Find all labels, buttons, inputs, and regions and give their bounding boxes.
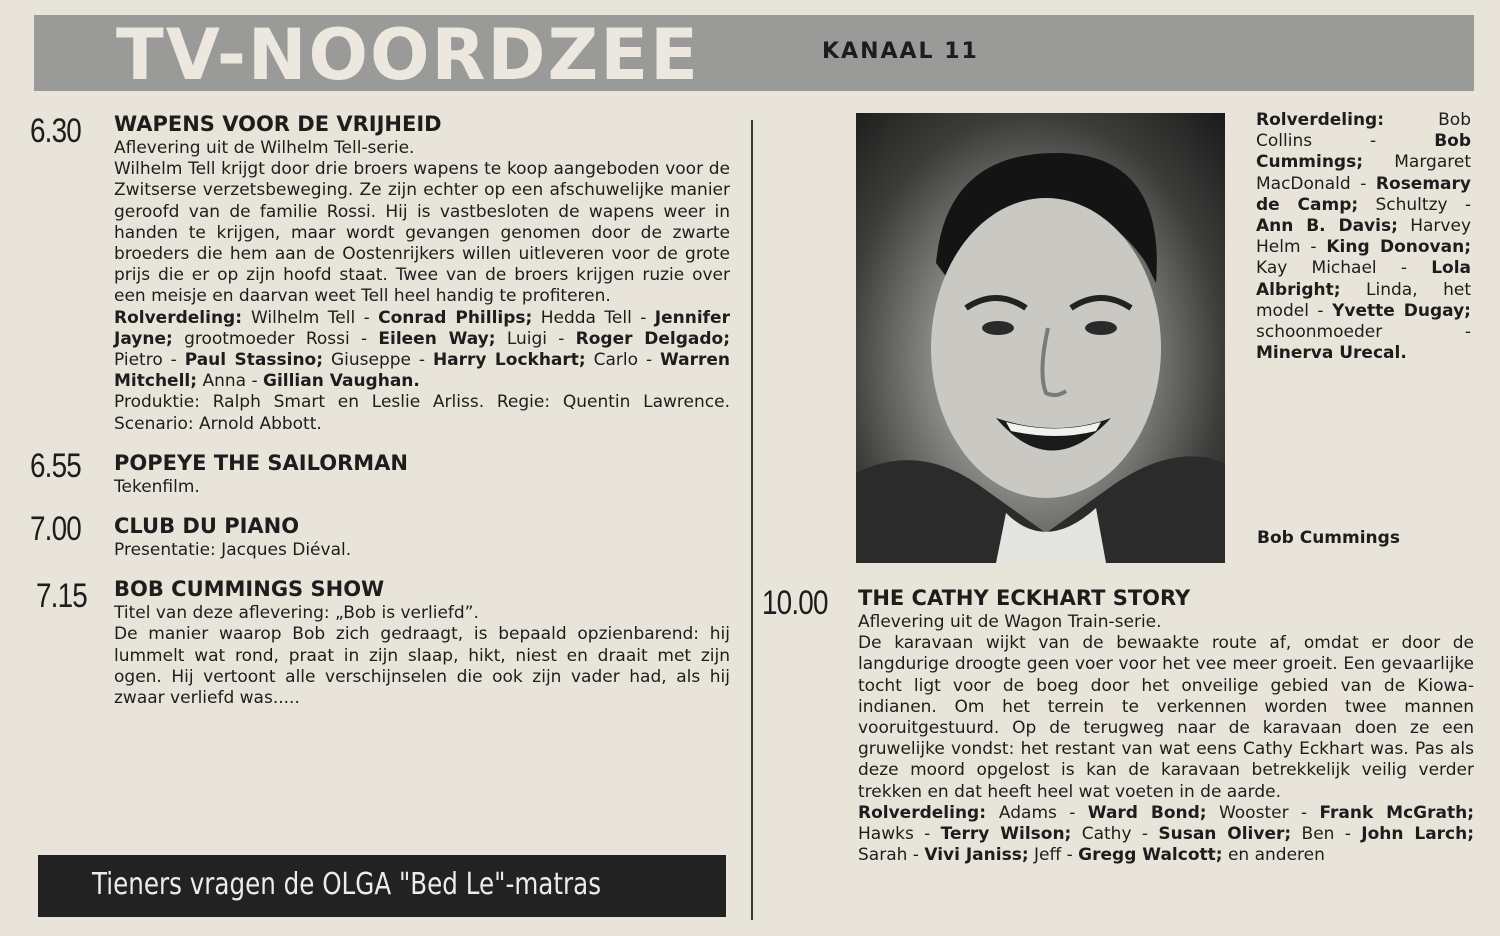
program-time: 10.00 bbox=[762, 584, 828, 622]
cast-role: Kay Michael - bbox=[1256, 258, 1432, 279]
cast-list bbox=[858, 803, 1474, 867]
cast-role: Cathy - bbox=[1081, 824, 1159, 845]
cast-actor: Minerva Urecal. bbox=[1256, 343, 1407, 364]
program-subtitle: Tekenfilm. bbox=[114, 476, 200, 497]
program-club-du-piano bbox=[30, 512, 730, 561]
cast-role: Linda, het model - bbox=[1256, 279, 1472, 321]
program-description: De karavaan wijkt van de bewaakte route af, omdat er door de langdurige droogte geen voer voor het vee meer groeit. Een gevaarlijke tocht ligt voor de boeg door het onveilige gebied van de Kiowa-indianen. Om het terrein te verkennen worden twee mannen vooruitgestuurd. Op de terugweg naar de karavaan doen ze een gruwelijke vondst: het restant van wat eens Cathy Eckhart was. Pas als deze moord opgelost is kan de karavaan betrekkelijk veilig verder trekken en dat heeft heel wat voeten in de aarde. bbox=[858, 633, 1474, 802]
program-credits: Produktie: Ralph Smart en Leslie Arliss. Regie: Quentin Lawrence. Scenario: Arnold Abbott. bbox=[114, 392, 730, 434]
cast-role: Wilhelm Tell - bbox=[250, 307, 379, 328]
cast-actor: Jennifer Jayne; bbox=[114, 307, 730, 349]
right-column bbox=[762, 584, 1474, 866]
cast-role: Ben - bbox=[1301, 824, 1362, 845]
page-header bbox=[34, 14, 1474, 96]
cast-actor: Lola Albright; bbox=[1256, 258, 1471, 300]
program-title: BOB CUMMINGS SHOW bbox=[114, 577, 385, 602]
cast-role: Pietro - bbox=[114, 350, 185, 371]
program-description: De manier waarop Bob zich gedraagt, is bepaald opzienbarend: hij lummelt wat rond, praat in zijn slaap, hikt, niest en draait met zijn ogen. Hij vertoont alle verschijnselen die ook zijn vader had, als hij zwaar verliefd was..... bbox=[114, 624, 730, 709]
cast-actor: Gregg Walcott; bbox=[1078, 845, 1223, 866]
cast-role: grootmoeder Rossi - bbox=[184, 328, 379, 349]
cast-actor: Vivi Janiss; bbox=[924, 845, 1029, 866]
program-title: WAPENS VOOR DE VRIJHEID bbox=[114, 112, 442, 136]
cast-actor: Frank McGrath; bbox=[1319, 802, 1474, 823]
cast-role: Giuseppe - bbox=[330, 350, 433, 371]
program-title: CLUB DU PIANO bbox=[114, 514, 300, 539]
cast-role: Anna - bbox=[202, 371, 263, 392]
advertisement-banner bbox=[38, 855, 726, 917]
photo-cast-list bbox=[1256, 110, 1471, 364]
cast-label: Rolverdeling: bbox=[1256, 110, 1439, 130]
cast-actor: Rosemary de Camp; bbox=[1256, 173, 1471, 215]
program-bob-cummings bbox=[30, 575, 730, 709]
program-description: Wilhelm Tell krijgt door drie broers wapens te koop aangeboden voor de Zwitserse verzetsbeweging. Ze zijn echter op een afschuwelijke manier geroofd van de familie Rossi. Hij is vastbesloten de wapens weer in handen te krijgen, maar wordt gevangen genomen door de zwarte broeders die hem aan de Oostenrijkers willen uitleveren voor de grote prijs die er op zijn hoofd staat. Twee van de broers krijgen ruzie over een meisje en daarvan weet Tell heel handig te profiteren. bbox=[114, 159, 730, 307]
cast-role: Carlo - bbox=[593, 350, 660, 371]
cast-actor: Terry Wilson; bbox=[940, 824, 1072, 845]
station-name: TV-NOORDZEE bbox=[116, 14, 700, 96]
program-time: 7.00 bbox=[30, 510, 81, 549]
cast-role: Jeff - bbox=[1034, 845, 1079, 866]
cast-actor: Susan Oliver; bbox=[1158, 824, 1292, 845]
program-time: 6.55 bbox=[30, 446, 81, 485]
program-cathy-eckhart bbox=[762, 584, 1474, 866]
cast-role: Sarah - bbox=[858, 845, 925, 866]
cast-label: Rolverdeling: bbox=[858, 802, 999, 823]
cast-role: Hedda Tell - bbox=[540, 307, 655, 328]
cast-actor: Ann B. Davis; bbox=[1256, 216, 1398, 237]
cast-actor: Warren Mitchell; bbox=[114, 350, 731, 392]
cast-actor: John Larch; bbox=[1361, 824, 1475, 845]
cast-role: Adams - bbox=[998, 802, 1088, 823]
program-popeye bbox=[30, 446, 730, 498]
cast-end: en anderen bbox=[1227, 845, 1325, 866]
cast-role: schoonmoeder - bbox=[1256, 322, 1471, 343]
program-time: 7.15 bbox=[36, 577, 87, 616]
cast-role: Harvey Helm - bbox=[1256, 216, 1472, 258]
program-subtitle: Presentatie: Jacques Diéval. bbox=[114, 540, 352, 561]
cast-role: Wooster - bbox=[1218, 802, 1320, 823]
cast-actor: Roger Delgado; bbox=[575, 328, 731, 349]
cast-actor: Conrad Phillips; bbox=[378, 307, 533, 328]
cast-actor: Harry Lockhart; bbox=[432, 350, 586, 371]
cast-role: Luigi - bbox=[506, 328, 576, 349]
cast-actor: King Donovan; bbox=[1326, 237, 1471, 258]
program-subtitle: Titel van deze aflevering: „Bob is verliefd”. bbox=[114, 603, 479, 624]
cast-list bbox=[114, 308, 730, 393]
cast-role: Schultzy - bbox=[1375, 194, 1472, 215]
cast-role: Margaret MacDonald - bbox=[1256, 152, 1471, 194]
cast-label: Rolverdeling: bbox=[114, 307, 251, 328]
portrait-photo bbox=[856, 113, 1225, 563]
left-column bbox=[30, 110, 730, 709]
program-subtitle: Aflevering uit de Wilhelm Tell-serie. bbox=[114, 138, 415, 158]
cast-actor: Eileen Way; bbox=[378, 328, 496, 349]
cast-actor: Paul Stassino; bbox=[184, 350, 324, 371]
photo-caption: Bob Cummings bbox=[1257, 528, 1400, 548]
program-title: THE CATHY ECKHART STORY bbox=[858, 586, 1191, 610]
portrait-illustration bbox=[856, 113, 1225, 563]
column-divider bbox=[751, 120, 753, 920]
program-subtitle: Aflevering uit de Wagon Train-serie. bbox=[858, 612, 1162, 632]
cast-role: Bob Collins - bbox=[1256, 110, 1471, 152]
cast-actor: Ward Bond; bbox=[1087, 802, 1207, 823]
program-title: POPEYE THE SAILORMAN bbox=[114, 450, 408, 475]
cast-actor: Yvette Dugay; bbox=[1332, 300, 1471, 321]
program-wapens bbox=[30, 110, 730, 435]
channel-label: KANAAL 11 bbox=[822, 39, 979, 64]
program-time: 6.30 bbox=[30, 112, 81, 150]
cast-actor: Gillian Vaughan. bbox=[263, 371, 420, 392]
cast-actor: Bob Cummings; bbox=[1256, 131, 1471, 173]
advertisement-text: Tieners vragen de OLGA "Bed Le"-matras bbox=[92, 867, 602, 902]
cast-role: Hawks - bbox=[858, 824, 941, 845]
